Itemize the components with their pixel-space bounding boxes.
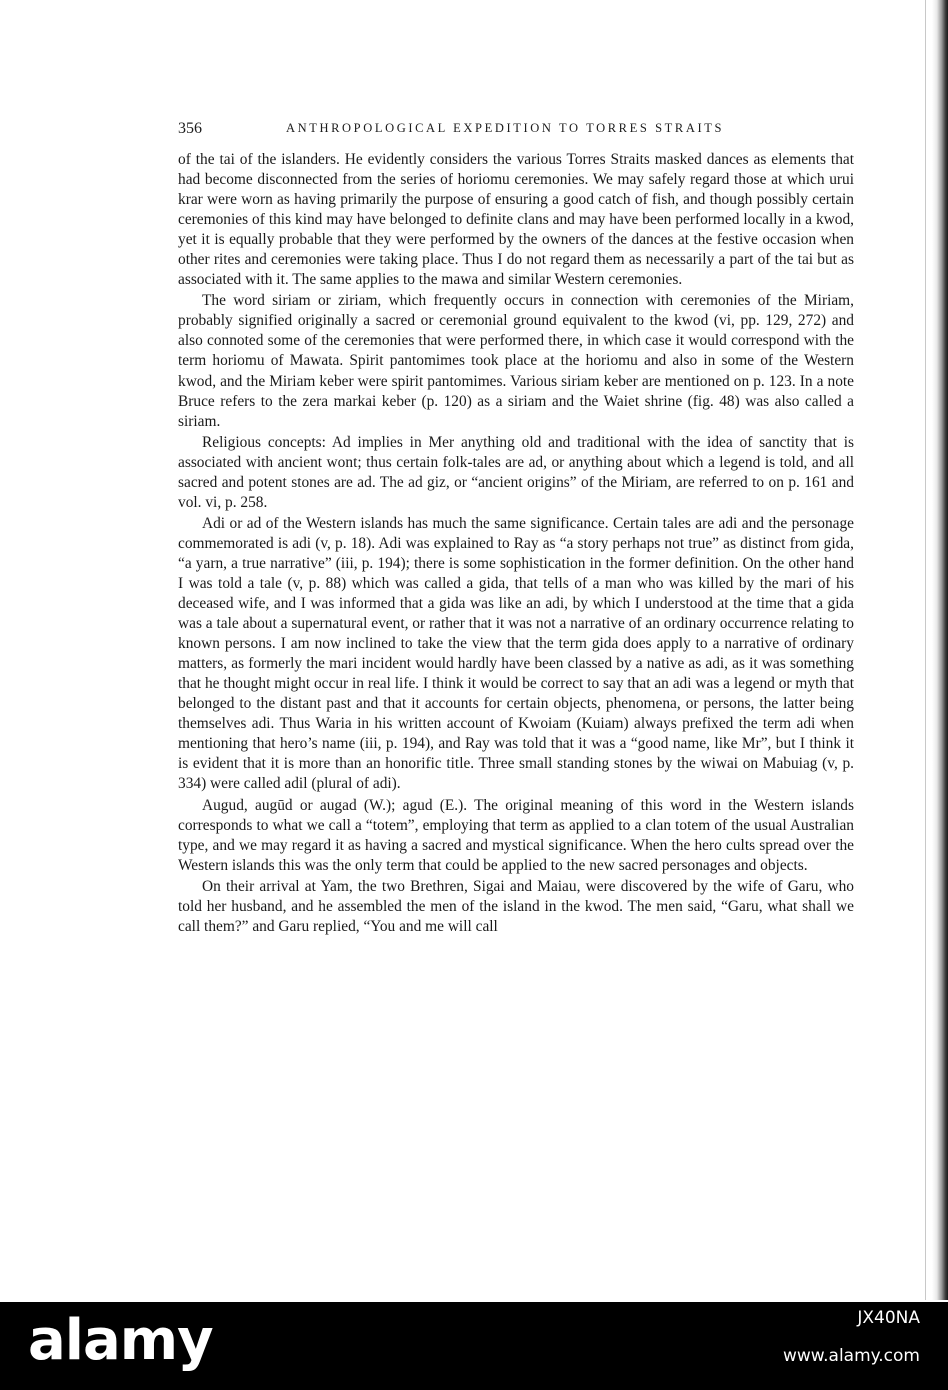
paragraph-6: On their arrival at Yam, the two Brethren, Sigai and Maiau, were discovered by the wife of Garu, who told her husband, and he assembled the men of the island in the kwod. The men said, “Garu, what shall we call them?” and Garu replied, “You and me will call <box>178 877 854 935</box>
watermark-logo: alamy <box>28 1308 213 1373</box>
image-code: JX40NA <box>857 1308 920 1328</box>
paragraph-3: Religious concepts: Ad implies in Mer anything old and traditional with the idea of sanctity that is associated with ancient wont; thus certain folk-tales are ad, or anything about which a legend is told, and all sacred and potent stones are ad. The ad giz, or “ancient origins” of the Miriam, are referred to on p. 161 and vol. vi, p. 258. <box>178 433 854 511</box>
scan-edge-line <box>925 0 926 1300</box>
watermark-banner <box>0 1302 948 1390</box>
paragraph-5: Augud, augūd or augad (W.); agud (E.). The original meaning of this word in the Western islands corresponds to what we call a “totem”, employing that term as applied to a clan totem of the usual Australian type, and we may regard it as having a sacred and mystical significance. When the hero cults spread over the Western islands this was the only term that could be applied to the new sacred personages and objects. <box>178 796 854 874</box>
paragraph-2: The word siriam or ziriam, which frequently occurs in connection with ceremonies of the Miriam, probably signified originally a sacred or ceremonial ground equivalent to the kwod (vi, pp. 129, 272) and also connoted some of the ceremonies that were performed there, in which case it would correspond with the term horiomu of Mawata. Spirit pantomimes took place at the horiomu and also in some of the Western kwod, and the Miriam keber were spirit pantomimes. Various siriam keber are mentioned on p. 123. In a note Bruce refers to the zera markai keber (p. 120) as a siriam and the Waiet shrine (fig. 48) was also called a siriam. <box>178 292 854 430</box>
scan-edge-shadow <box>932 0 948 1300</box>
paragraph-1: of the tai of the islanders. He evidently considers the various Torres Straits masked dances as elements that had become disconnected from the series of horiomu ceremonies. We may safely regard those at which urui krar were worn as having primarily the purpose of ensuring a good catch of fish, and though possibly certain ceremonies of this kind may have belonged to definite clans and may have been performed locally in a kwod, yet it is equally probable that they were performed by the owners of the dances at the festive occasion when other rites and ceremonies were taking place. Thus I do not regard them as necessarily a part of the tai but as associated with it. The same applies to the mawa and similar Western ceremonies. <box>178 151 854 289</box>
body-text <box>178 150 854 937</box>
watermark-url: www.alamy.com <box>782 1346 920 1366</box>
page-number: 356 <box>178 120 202 137</box>
paragraph-4: Adi or ad of the Western islands has much the same significance. Certain tales are adi and the personage commemorated is adi (v, p. 18). Adi was explained to Ray as “a story perhaps not true” as distinct from gida, “a yarn, a true narrative” (iii, p. 194); there is some sophistication in the former definition. On the other hand I was told a tale (v, p. 88) which was called a gida, that tells of a man who was killed by the mari of his deceased wife, and I was informed that a gida was like an adi, by which I understood at the time that a gida was a tale about a supernatural event, or rather that it was not a narrative of an ordinary occurrence relating to known persons. I am now inclined to take the view that the term gida does apply to a narrative of ordinary matters, as formerly the mari incident would hardly have been classed by a native as adi, as it was something that he thought might occur in real life. I think it would be correct to say that an adi was a legend or myth that belonged to the distant past and that it accounts for certain objects, phenomena, or persons, the latter being themselves adi. Thus Waria in his written account of Kwoiam (Kuiam) always prefixed the term adi when mentioning that hero’s name (iii, p. 194), and Ray was told that it was a “good name, like Mr”, but I think it is evident that it is more than an honorific title. Three small standing stones by the wiwai on Mabuiag (v, p. 334) were called adil (plural of adi). <box>178 514 854 793</box>
running-title: ANTHROPOLOGICAL EXPEDITION TO TORRES STRAITS <box>286 121 725 135</box>
